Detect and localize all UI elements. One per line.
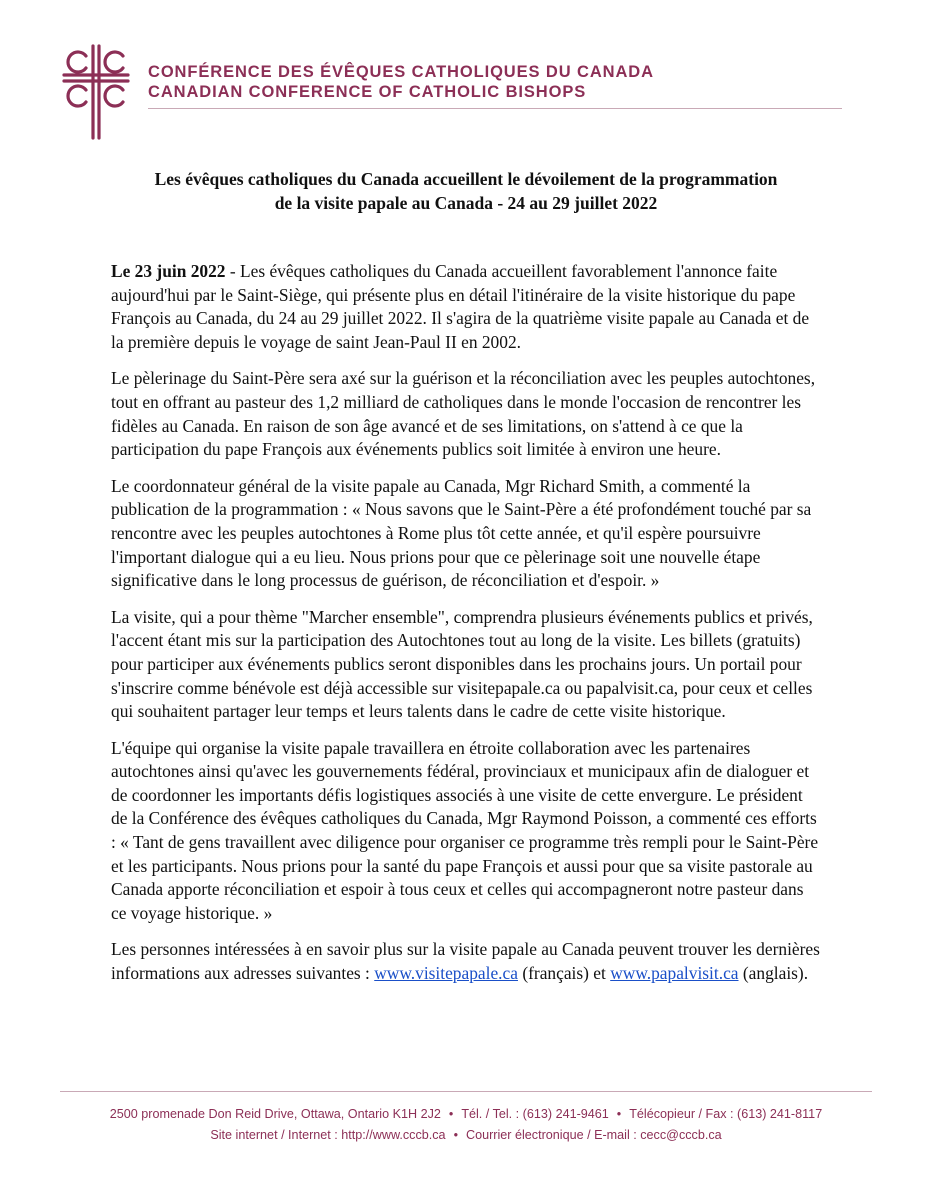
release-date: Le 23 juin 2022 [111,261,226,281]
cccb-cross-logo-icon [60,42,132,142]
paragraph-5: L'équipe qui organise la visite papale travaillera en étroite collaboration avec les partenaires autochtones ainsi qu'avec les gouvernements fédéral, provinciaux et municipaux afin de dialoguer et de coordonner les importants défis logistiques associés à une visite de cette envergure. Le président de la Conférence des évêques catholiques du Canada, Mgr Raymond Poisson, a commenté ces efforts : « Tant de gens travaillent avec diligence pour organiser ce programme très rempli pour le Saint-Père et les participants. Nous prions pour la santé du pape François et aussi pour que sa visite pastorale au Canada apporte réconciliation et espoir à tous ceux et celles qui accompagneront notre pasteur dans ce voyage historique. » [111,737,819,923]
paragraph-6 [111,938,823,985]
title-line-2: de la visite papale au Canada - 24 au 29 juillet 2022 [274,193,658,213]
org-name-fr: CONFÉRENCE DES ÉVÊQUES CATHOLIQUES DU CANADA [148,63,654,81]
paragraph-2: Le pèlerinage du Saint-Père sera axé sur la guérison et la réconciliation avec les peuples autochtones, tout en offrant au pasteur des 1,2 milliard de catholiques dans le monde l'occasion de rencontrer les fidèles au Canada. En raison de son âge avancé et de ses limitations, on s'attend à ce que la participation du pape François aux événements publics soit limitée à environ une heure. [111,368,816,460]
paragraph-1 [111,260,823,354]
organization-name [148,62,654,102]
paragraph-1-text: - Les évêques catholiques du Canada accueillent favorablement l'annonce faite aujourd'hui par le Saint-Siège, qui présente plus en détail l'itinéraire de la visite historique du pape François au Canada, du 24 au 29 juillet 2022. Il s'agira de la quatrième visite papale au Canada et de la première depuis le voyage de saint Jean-Paul II en 2002. [111,261,810,352]
footer-address: 2500 promenade Don Reid Drive, Ottawa, Ontario K1H 2J2 [109,1107,441,1121]
paragraph-6-mid: (français) et [517,963,611,984]
footer-divider [60,1091,872,1092]
letterhead [60,42,852,142]
footer-bullet: • [453,1128,458,1142]
footer-line-2 [40,1125,892,1146]
footer-email: Courrier électronique / E-mail : cecc@cccb.ca [465,1128,722,1142]
header-divider [148,108,842,109]
footer-website: Site internet / Internet : http://www.cccb.ca [210,1128,446,1142]
footer-line-1 [40,1104,892,1125]
footer-bullet: • [448,1107,454,1121]
title-line-1: Les évêques catholiques du Canada accueillent le dévoilement de la programmation [154,169,778,189]
papalvisit-link[interactable]: www.papalvisit.ca [610,963,739,984]
paragraph-6-end: (anglais). [738,963,809,984]
org-name-en: CANADIAN CONFERENCE OF CATHOLIC BISHOPS [148,83,587,101]
press-release-body [111,260,823,999]
footer-phone: Tél. / Tel. : (613) 241-9461 [461,1107,609,1121]
paragraph-3: Le coordonnateur général de la visite papale au Canada, Mgr Richard Smith, a commenté la publication de la programmation : « Nous savons que le Saint-Père a été profondément touché par sa rencontre avec les peuples autochtones à Rome plus tôt cette année, et qu'il espère poursuivre l'important dialogue qui a eu lieu. Nous prions pour que ce pèlerinage soit une nouvelle étape significative dans le long processus de guérison, de réconciliation et d'espoir. » [111,475,812,591]
footer-fax: Télécopieur / Fax : (613) 241-8117 [629,1107,823,1121]
press-release-title [60,167,872,215]
visitepapale-link[interactable]: www.visitepapale.ca [374,963,518,984]
footer-bullet: • [616,1107,622,1121]
footer-contact [40,1104,892,1146]
paragraph-6-text: Les personnes intéressées à en savoir plus sur la visite papale au Canada peuvent trouver les dernières informations aux adresses suivantes : [111,939,820,984]
paragraph-4: La visite, qui a pour thème "Marcher ensemble", comprendra plusieurs événements publics et privés, l'accent étant mis sur la participation des Autochtones tout au long de la visite. Les billets (gratuits) pour participer aux événements publics seront disponibles dans les prochains jours. Un portail pour s'inscrire comme bénévole est déjà accessible sur visitepapale.ca ou papalvisit.ca, pour ceux et celles qui souhaitent partager leur temps et leurs talents dans le cadre de cette visite historique. [111,606,813,722]
